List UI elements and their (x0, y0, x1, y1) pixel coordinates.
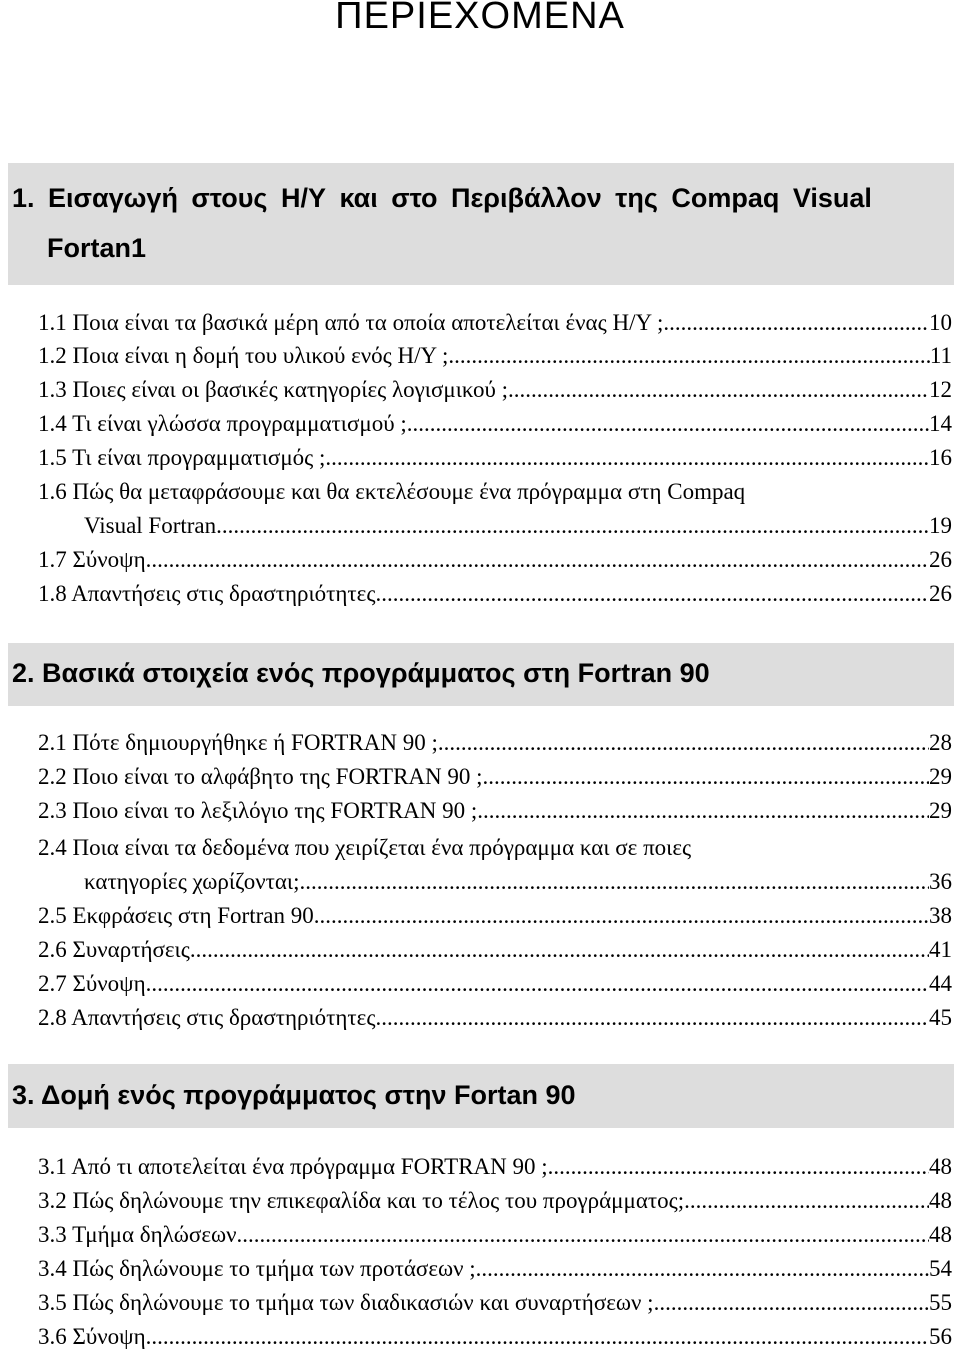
page-number: 44 (929, 971, 952, 996)
toc-entry-text: 2.7 Σύνοψη (38, 971, 146, 996)
toc-entry-1-6[interactable] (38, 475, 952, 509)
chapter-heading-line: 3. Δομή ενός προγράμματος στην Fortan 90 (12, 1080, 576, 1110)
toc-entry-text: 2.1 Πότε δημιουργήθηκε ή FORTRAN 90 ; (38, 730, 438, 755)
toc-entry-text: 3.5 Πώς δηλώνουμε το τμήμα των διαδικασιών και συναρτήσεων ; (38, 1290, 654, 1315)
toc-entry-text: 3.4 Πώς δηλώνουμε το τμήμα των προτάσεων ; (38, 1256, 476, 1281)
toc-entry-text: 1.6 Πώς θα μεταφράσουμε και θα εκτελέσουμε ένα πρόγραμμα στη Compaq (38, 479, 746, 504)
toc-entry-1-4[interactable] (38, 407, 952, 441)
page-number: 45 (929, 1005, 952, 1030)
page-number: 29 (929, 764, 952, 789)
dot-leader (190, 933, 929, 967)
page-number: 56 (929, 1324, 952, 1349)
page-number: 12 (929, 377, 952, 402)
toc-entry-text: 3.2 Πώς δηλώνουμε την επικεφαλίδα και το τέλος του προγράμματος; (38, 1188, 685, 1213)
page-number: 54 (929, 1256, 952, 1281)
toc-entry-text: 1.3 Ποιες είναι οι βασικές κατηγορίες λογισμικού ; (38, 377, 509, 402)
toc-entry-text: 1.4 Τι είναι γλώσσα προγραμματισμού ; (38, 411, 407, 436)
chapter-heading-line: 2. Βασικά στοιχεία ενός προγράμματος στη Fortran 90 (12, 658, 710, 688)
toc-entry-text: 3.3 Τμήμα δηλώσεων (38, 1222, 237, 1247)
toc-entry-text: 3.6 Σύνοψη (38, 1324, 146, 1349)
toc-entry-text: 2.2 Ποιο είναι το αλφάβητο της FORTRAN 90 ; (38, 764, 483, 789)
toc-entry-2-7[interactable] (38, 967, 952, 1001)
page-number: 55 (929, 1290, 952, 1315)
page-number: 11 (929, 343, 952, 368)
dot-leader (407, 407, 929, 441)
chapter-1-heading[interactable] (8, 163, 954, 285)
toc-entry-1-2[interactable] (38, 339, 952, 373)
toc-entry-2-3[interactable] (38, 794, 952, 828)
toc-entry-text: 3.1 Από τι αποτελείται ένα πρόγραμμα FORTRAN 90 ; (38, 1154, 548, 1179)
dot-leader (438, 726, 929, 760)
chapter-heading-line: 1. Εισαγωγή στους Η/Υ και στο Περιβάλλον της Compaq Visual (12, 183, 872, 213)
page-number: 38 (929, 903, 952, 928)
page-number: 10 (929, 310, 952, 335)
dot-leader (654, 1286, 929, 1320)
dot-leader (375, 1001, 929, 1035)
toc-entry-text: 1.2 Ποια είναι η δομή του υλικού ενός Η/Υ ; (38, 343, 449, 368)
toc-entry-3-6[interactable] (38, 1320, 952, 1354)
dot-leader (146, 1320, 929, 1354)
dot-leader (477, 794, 929, 828)
toc-entry-3-2[interactable] (38, 1184, 952, 1218)
page-number: 28 (929, 730, 952, 755)
toc-entry-3-4[interactable] (38, 1252, 952, 1286)
toc-entry-1-3[interactable] (38, 373, 952, 407)
toc-entry-text: κατηγορίες χωρίζονται; (84, 869, 300, 894)
dot-leader (375, 577, 929, 611)
dot-leader (684, 1184, 929, 1218)
toc-entry-text: 2.4 Ποια είναι τα δεδομένα που χειρίζεται ένα πρόγραμμα και σε ποιες (38, 835, 692, 860)
toc-entry-2-6[interactable] (38, 933, 952, 967)
toc-entry-text: 2.6 Συναρτήσεις (38, 937, 190, 962)
chapter-2-heading[interactable] (8, 643, 954, 706)
toc-entry-1-5[interactable] (38, 441, 952, 475)
page-number: 14 (929, 411, 952, 436)
dot-leader (216, 509, 929, 543)
chapter-3-heading[interactable] (8, 1064, 954, 1128)
page-title: ΠΕΡΙΕΧΟΜΕΝΑ (335, 0, 625, 37)
toc-entry-2-2[interactable] (38, 760, 952, 794)
page-number: 26 (929, 581, 952, 606)
dot-leader (146, 543, 929, 577)
toc-entry-2-5[interactable] (38, 899, 952, 933)
chapter-heading-line: Fortan1 (47, 233, 147, 263)
page-number: 48 (929, 1154, 952, 1179)
page-number: 26 (929, 547, 952, 572)
toc-entry-text: 1.7 Σύνοψη (38, 547, 146, 572)
toc-entry-text: 2.3 Ποιο είναι το λεξιλόγιο της FORTRAN 90 ; (38, 798, 478, 823)
dot-leader (476, 1252, 929, 1286)
dot-leader (448, 339, 929, 373)
dot-leader (548, 1150, 929, 1184)
toc-entry-text: 1.8 Απαντήσεις στις δραστηριότητες (38, 581, 376, 606)
toc-entry-1-8[interactable] (38, 577, 952, 611)
toc-entry-1-6-continuation[interactable] (38, 509, 952, 543)
dot-leader (300, 865, 929, 899)
toc-entry-2-4[interactable] (38, 831, 952, 865)
dot-leader (508, 373, 929, 407)
toc-entry-text: 1.5 Τι είναι προγραμματισμός ; (38, 445, 326, 470)
page-number: 19 (929, 513, 952, 538)
toc-entry-1-7[interactable] (38, 543, 952, 577)
toc-entry-3-3[interactable] (38, 1218, 952, 1252)
dot-leader (325, 441, 929, 475)
toc-entry-text: 1.1 Ποια είναι τα βασικά μέρη από τα οποία αποτελείται ένας Η/Υ ; (38, 310, 664, 335)
page-number: 29 (929, 798, 952, 823)
toc-entry-3-5[interactable] (38, 1286, 952, 1320)
page-number: 48 (929, 1188, 952, 1213)
page-number: 16 (929, 445, 952, 470)
toc-entry-text: 2.8 Απαντήσεις στις δραστηριότητες (38, 1005, 376, 1030)
dot-leader (146, 967, 929, 1001)
dot-leader (663, 306, 929, 340)
page-number: 41 (929, 937, 952, 962)
toc-entry-2-1[interactable] (38, 726, 952, 760)
toc-entry-text: 2.5 Εκφράσεις στη Fortran 90 (38, 903, 314, 928)
toc-entry-1-1[interactable] (38, 306, 952, 340)
page-number: 36 (929, 869, 952, 894)
dot-leader (483, 760, 929, 794)
page-number: 48 (929, 1222, 952, 1247)
dot-leader (237, 1218, 929, 1252)
toc-entry-3-1[interactable] (38, 1150, 952, 1184)
toc-entry-text: Visual Fortran (84, 513, 217, 538)
toc-entry-2-8[interactable] (38, 1001, 952, 1035)
toc-entry-2-4-continuation[interactable] (38, 865, 952, 899)
dot-leader (314, 899, 929, 933)
